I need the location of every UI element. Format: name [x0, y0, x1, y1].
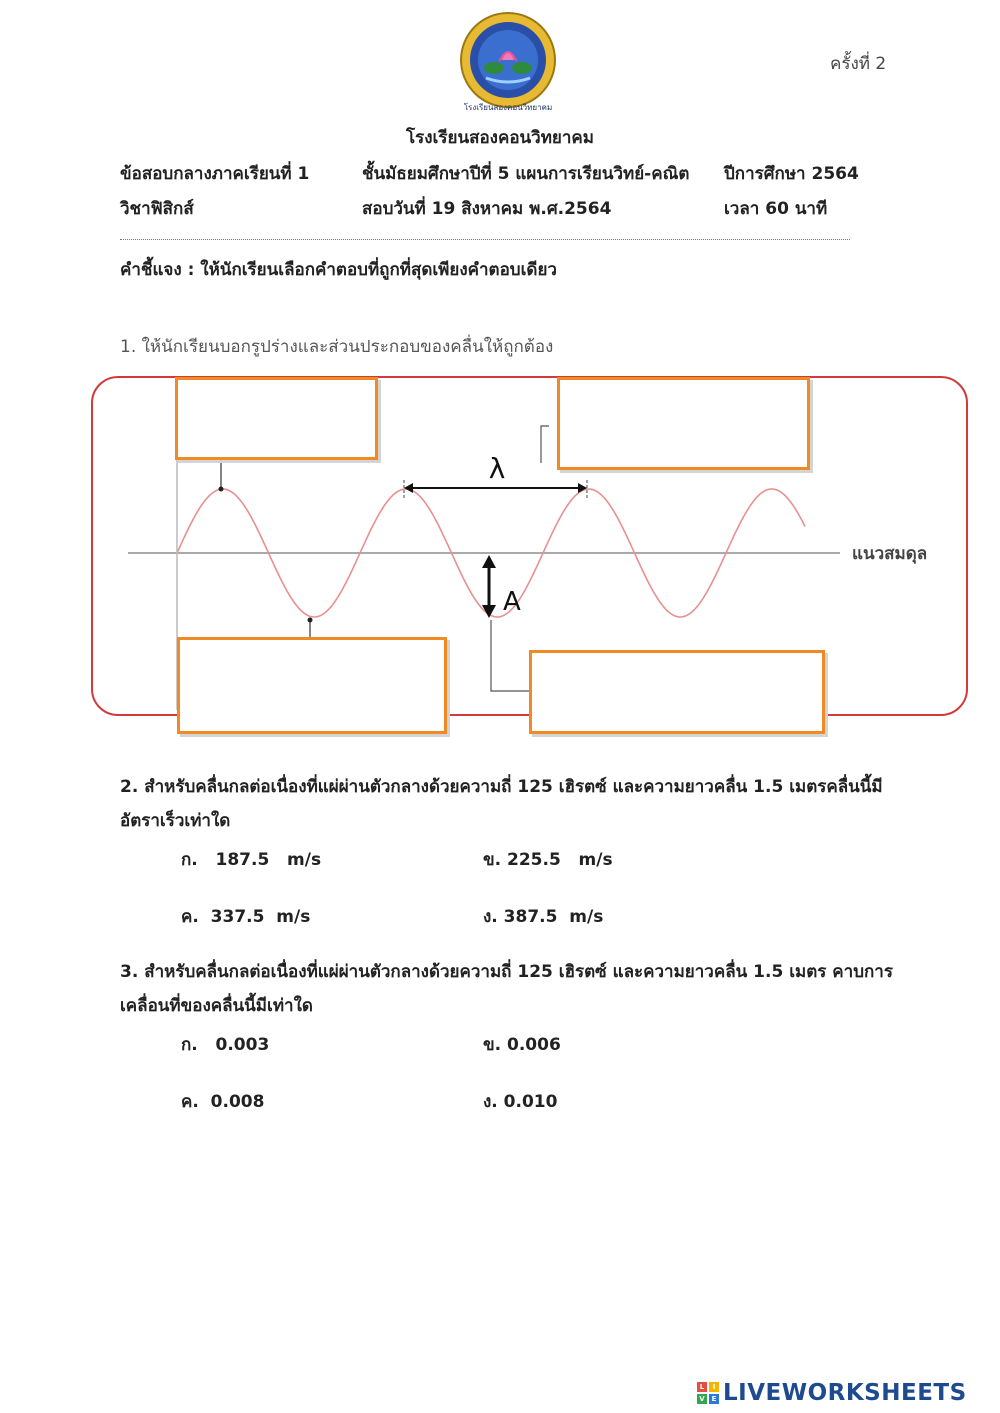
academic-year: ปีการศึกษา 2564	[724, 164, 859, 184]
question-2: 2. สำหรับคลื่นกลต่อเนื่องที่แผ่ผ่านตัวกลางด้วยความถี่ 125 เฮิรตซ์ และความยาวคลื่น 1.5 เมตรคลื่นนี้มีอัตราเร็วเท่าใด	[120, 777, 883, 831]
wavelength-leader-line	[541, 426, 549, 463]
attempt-number: ครั้งที่ 2	[830, 54, 887, 74]
trough-point	[308, 618, 313, 623]
exam-title: ข้อสอบกลางภาคเรียนที่ 1	[120, 164, 310, 184]
q3-option-c[interactable]: ค. 0.008	[181, 1092, 265, 1112]
q3-option-b[interactable]: ข. 0.006	[483, 1035, 561, 1055]
answer-box-amplitude[interactable]	[529, 650, 825, 734]
q2-option-a[interactable]: ก. 187.5 m/s	[181, 850, 322, 870]
q2-option-c[interactable]: ค. 337.5 m/s	[181, 907, 311, 927]
amplitude-leader-line	[491, 620, 530, 691]
school-name: โรงเรียนสองคอนวิทยาคม	[405, 128, 594, 148]
amplitude-label: A	[503, 587, 521, 617]
question-3: 3. สำหรับคลื่นกลต่อเนื่องที่แผ่ผ่านตัวกลางด้วยความถี่ 125 เฮิรตซ์ และความยาวคลื่น 1.5 เมตร คาบการเคลื่อนที่ของคลื่นนี้มีเท่าใด	[120, 962, 893, 1016]
q2-option-b[interactable]: ข. 225.5 m/s	[483, 850, 613, 870]
liveworksheets-icon: L I V E	[697, 1382, 719, 1404]
divider	[120, 239, 850, 240]
question-1: 1. ให้นักเรียนบอกรูปร่างและส่วนประกอบของคลื่นให้ถูกต้อง	[120, 337, 554, 357]
crest-point	[219, 487, 224, 492]
amplitude-arrowhead-top	[482, 555, 496, 568]
school-logo	[458, 10, 558, 114]
q3-option-d[interactable]: ง. 0.010	[483, 1092, 558, 1112]
liveworksheets-wordmark: LIVEWORKSHEETS	[723, 1380, 967, 1406]
q2-option-d[interactable]: ง. 387.5 m/s	[483, 907, 604, 927]
equilibrium-label: แนวสมดุล	[852, 544, 928, 564]
grade-level: ชั้นมัธยมศึกษาปีที่ 5 แผนการเรียนวิทย์-คณิต	[362, 164, 690, 184]
liveworksheets-logo[interactable]	[697, 1378, 967, 1408]
exam-date: สอบวันที่ 19 สิงหาคม พ.ศ.2564	[362, 199, 612, 219]
answer-box-wavelength[interactable]	[557, 377, 810, 470]
wave-diagram	[0, 360, 1000, 760]
q3-option-a[interactable]: ก. 0.003	[181, 1035, 270, 1055]
wavelength-arrowhead-left	[404, 483, 413, 493]
answer-box-trough[interactable]	[177, 637, 447, 734]
instruction: คำชี้แจง : ให้นักเรียนเลือกคำตอบที่ถูกที่สุดเพียงคำตอบเดียว	[120, 260, 557, 280]
exam-duration: เวลา 60 นาที	[724, 199, 828, 219]
subject: วิชาฟิสิกส์	[120, 199, 194, 219]
wavelength-label: λ	[488, 452, 506, 485]
logo-text: โรงเรียนสองคอนวิทยาคม	[463, 103, 553, 112]
answer-box-crest[interactable]	[175, 377, 378, 460]
wavelength-arrowhead-right	[578, 483, 587, 493]
